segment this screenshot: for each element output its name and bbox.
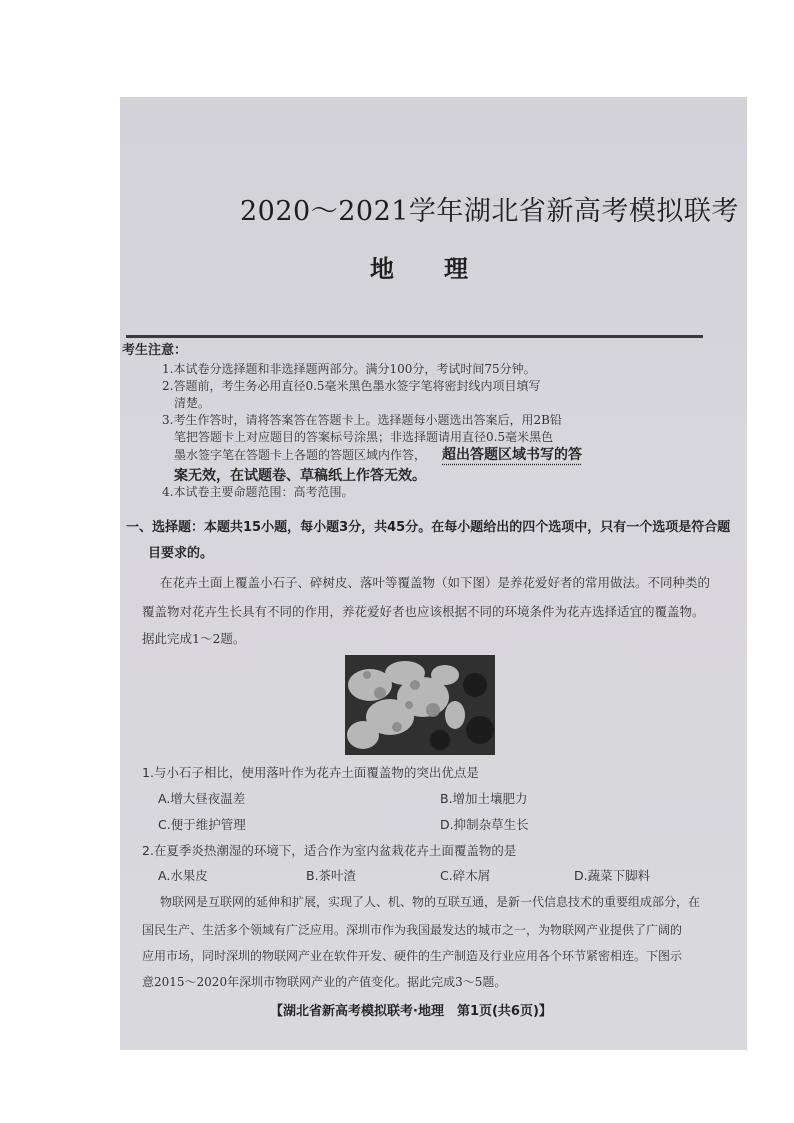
notice-heading: 考生注意： [122, 343, 188, 358]
question-2-option-d: D.蔬菜下脚料 [574, 868, 651, 883]
question-1-option-c: C.便于维护管理 [158, 817, 246, 832]
question-2-stem: 2.在夏季炎热潮湿的环境下，适合作为室内盆栽花卉土面覆盖物的是 [142, 843, 517, 858]
passage1-line3: 据此完成1～2题。 [142, 631, 246, 646]
section-heading: 一、选择题：本题共15小题，每小题3分，共45分。在每小题给出的四个选项中，只有一个选项是符合题 [126, 520, 731, 535]
notice-item-3-cont-b: 墨水签字笔在答题卡上各题的答题区域内作答， [174, 448, 427, 462]
question-2-option-b: B.茶叶渣 [306, 868, 357, 883]
question-2-option-a: A.水果皮 [158, 868, 208, 883]
notice-emphasis-b: 案无效，在试题卷、草稿纸上作答无效。 [174, 468, 426, 484]
header-rule [126, 335, 703, 338]
question-1-stem: 1.与小石子相比，使用落叶作为花卉土面覆盖物的突出优点是 [142, 765, 479, 780]
question-1-option-a: A.增大昼夜温差 [158, 791, 246, 806]
notice-item-2: 2.答题前，考生务必用直径0.5毫米黑色墨水签字笔将密封线内项目填写 [162, 379, 541, 393]
notice-item-4: 4.本试卷主要命题范围：高考范围。 [162, 485, 354, 499]
passage2-line1: 物联网是互联网的延伸和扩展，实现了人、机、物的互联互通，是新一代信息技术的重要组成部分，在 [160, 895, 701, 909]
question-1-option-b: B.增加土壤肥力 [440, 791, 528, 806]
passage2-line3: 应用市场，同时深圳的物联网产业在软件开发、硬件的生产制造及行业应用各个环节紧密相连。下图示 [142, 949, 683, 963]
exam-paper [120, 97, 747, 1050]
mulch-photo [345, 655, 495, 755]
page-footer: 【湖北省新高考模拟联考·地理 第1页(共6页)】 [270, 1004, 552, 1019]
notice-item-3: 3.考生作答时，请将答案答在答题卡上。选择题每小题选出答案后，用2B铅 [162, 413, 562, 427]
notice-emphasis-a: 超出答题区域书写的答 [442, 447, 582, 463]
question-1-option-d: D.抑制杂草生长 [440, 817, 529, 832]
mulch-photo-image [345, 655, 495, 755]
passage2-line2: 国民生产、生活多个领域有广泛应用。深圳市作为我国最发达的城市之一，为物联网产业提供了广阔的 [142, 923, 683, 937]
passage1-line2: 覆盖物对花卉生长具有不同的作用，养花爱好者也应该根据不同的环境条件为花卉选择适宜的覆盖物。 [142, 604, 705, 619]
section-heading-cont: 目要求的。 [148, 546, 214, 561]
passage1-line1: 在花卉土面上覆盖小石子、碎树皮、落叶等覆盖物（如下图）是养花爱好者的常用做法。不同种类的 [160, 575, 711, 590]
subject-title: 地理 [370, 254, 518, 283]
question-2-option-c: C.碎木屑 [440, 868, 491, 883]
passage2-line4: 意2015～2020年深圳市物联网产业的产值变化。据此完成3～5题。 [142, 975, 507, 989]
exam-title: 2020～2021学年湖北省新高考模拟联考 [240, 196, 739, 227]
notice-item-3-cont-a: 笔把答题卡上对应题目的答案标号涂黑；非选择题请用直径0.5毫米黑色 [174, 430, 554, 444]
notice-item-1: 1.本试卷分选择题和非选择题两部分。满分100分，考试时间75分钟。 [162, 362, 536, 376]
notice-item-2-cont: 清楚。 [174, 396, 211, 410]
